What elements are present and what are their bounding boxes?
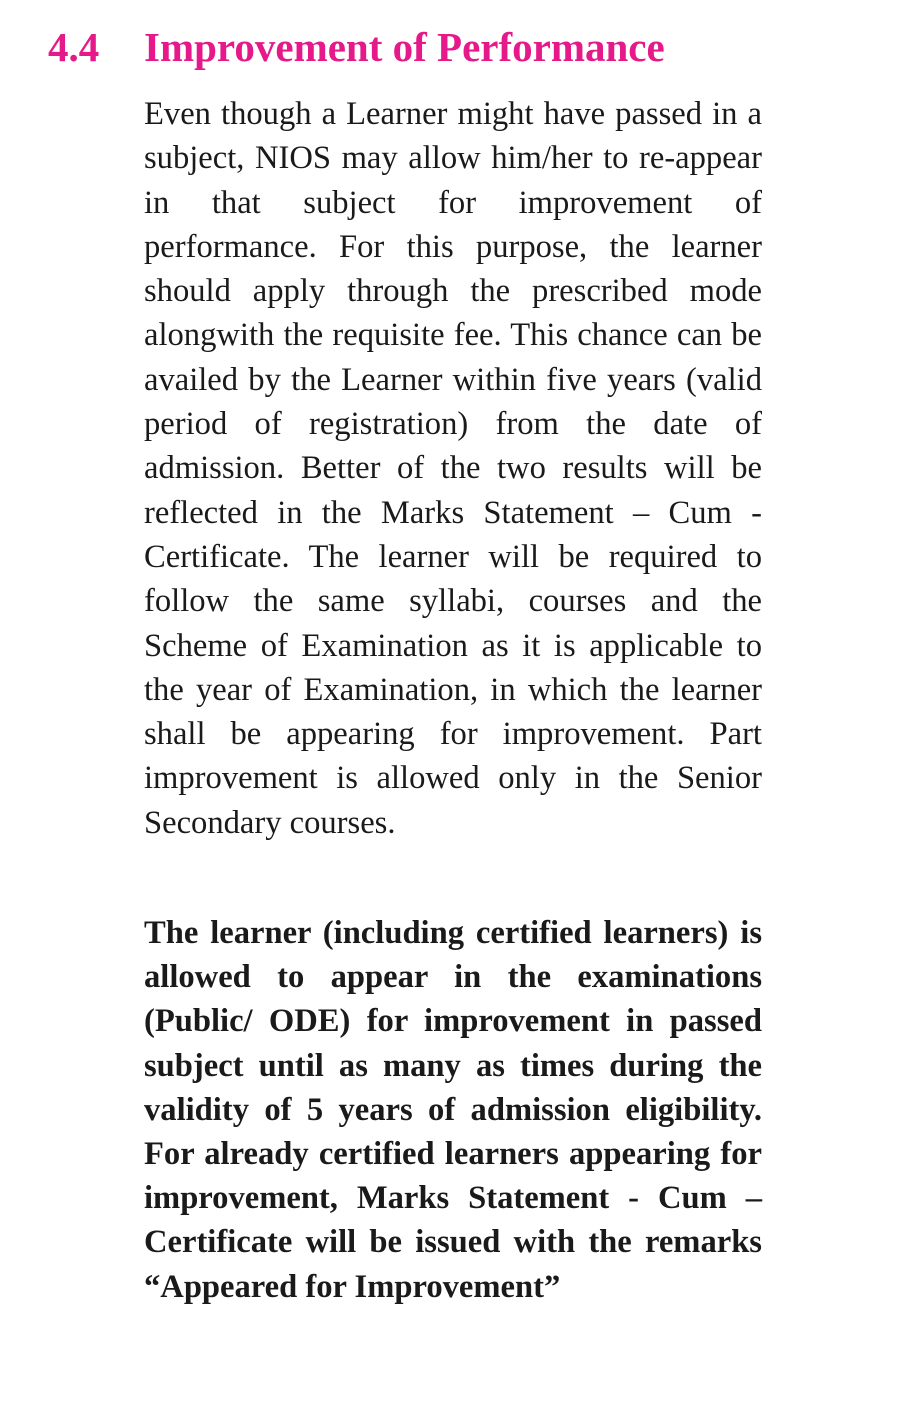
bold-note-paragraph: The learner (including certified learners) is allowed to appear in the examinations (Public/ ODE) for improvement in passed subject until as many as times during the validity of 5 years of admission eligibility. For already certified learners appearing for improvement, Marks Statement - Cum – Certificate will be issued with the remarks “Appeared for Improvement” bbox=[144, 915, 762, 1305]
section-heading bbox=[48, 22, 665, 72]
main-paragraph: Even though a Learner might have passed in a subject, NIOS may allow him/her to re-appear in that subject for improvement of performance. For this purpose, the learner should apply through the prescribed mode alongwith the requisite fee. This chance can be availed by the Learner within five years (valid period of registration) from the date of admission. Better of the two results will be reflected in the Marks Statement – Cum - Certificate. The learner will be required to follow the same syllabi, courses and the Scheme of Examination as it is applicable to the year of Examination, in which the learner shall be appearing for improvement. Part improvement is allowed only in the Senior Secondary courses. bbox=[144, 96, 762, 841]
section-title: Improvement of Performance bbox=[144, 24, 665, 70]
section-number: 4.4 bbox=[48, 24, 100, 70]
